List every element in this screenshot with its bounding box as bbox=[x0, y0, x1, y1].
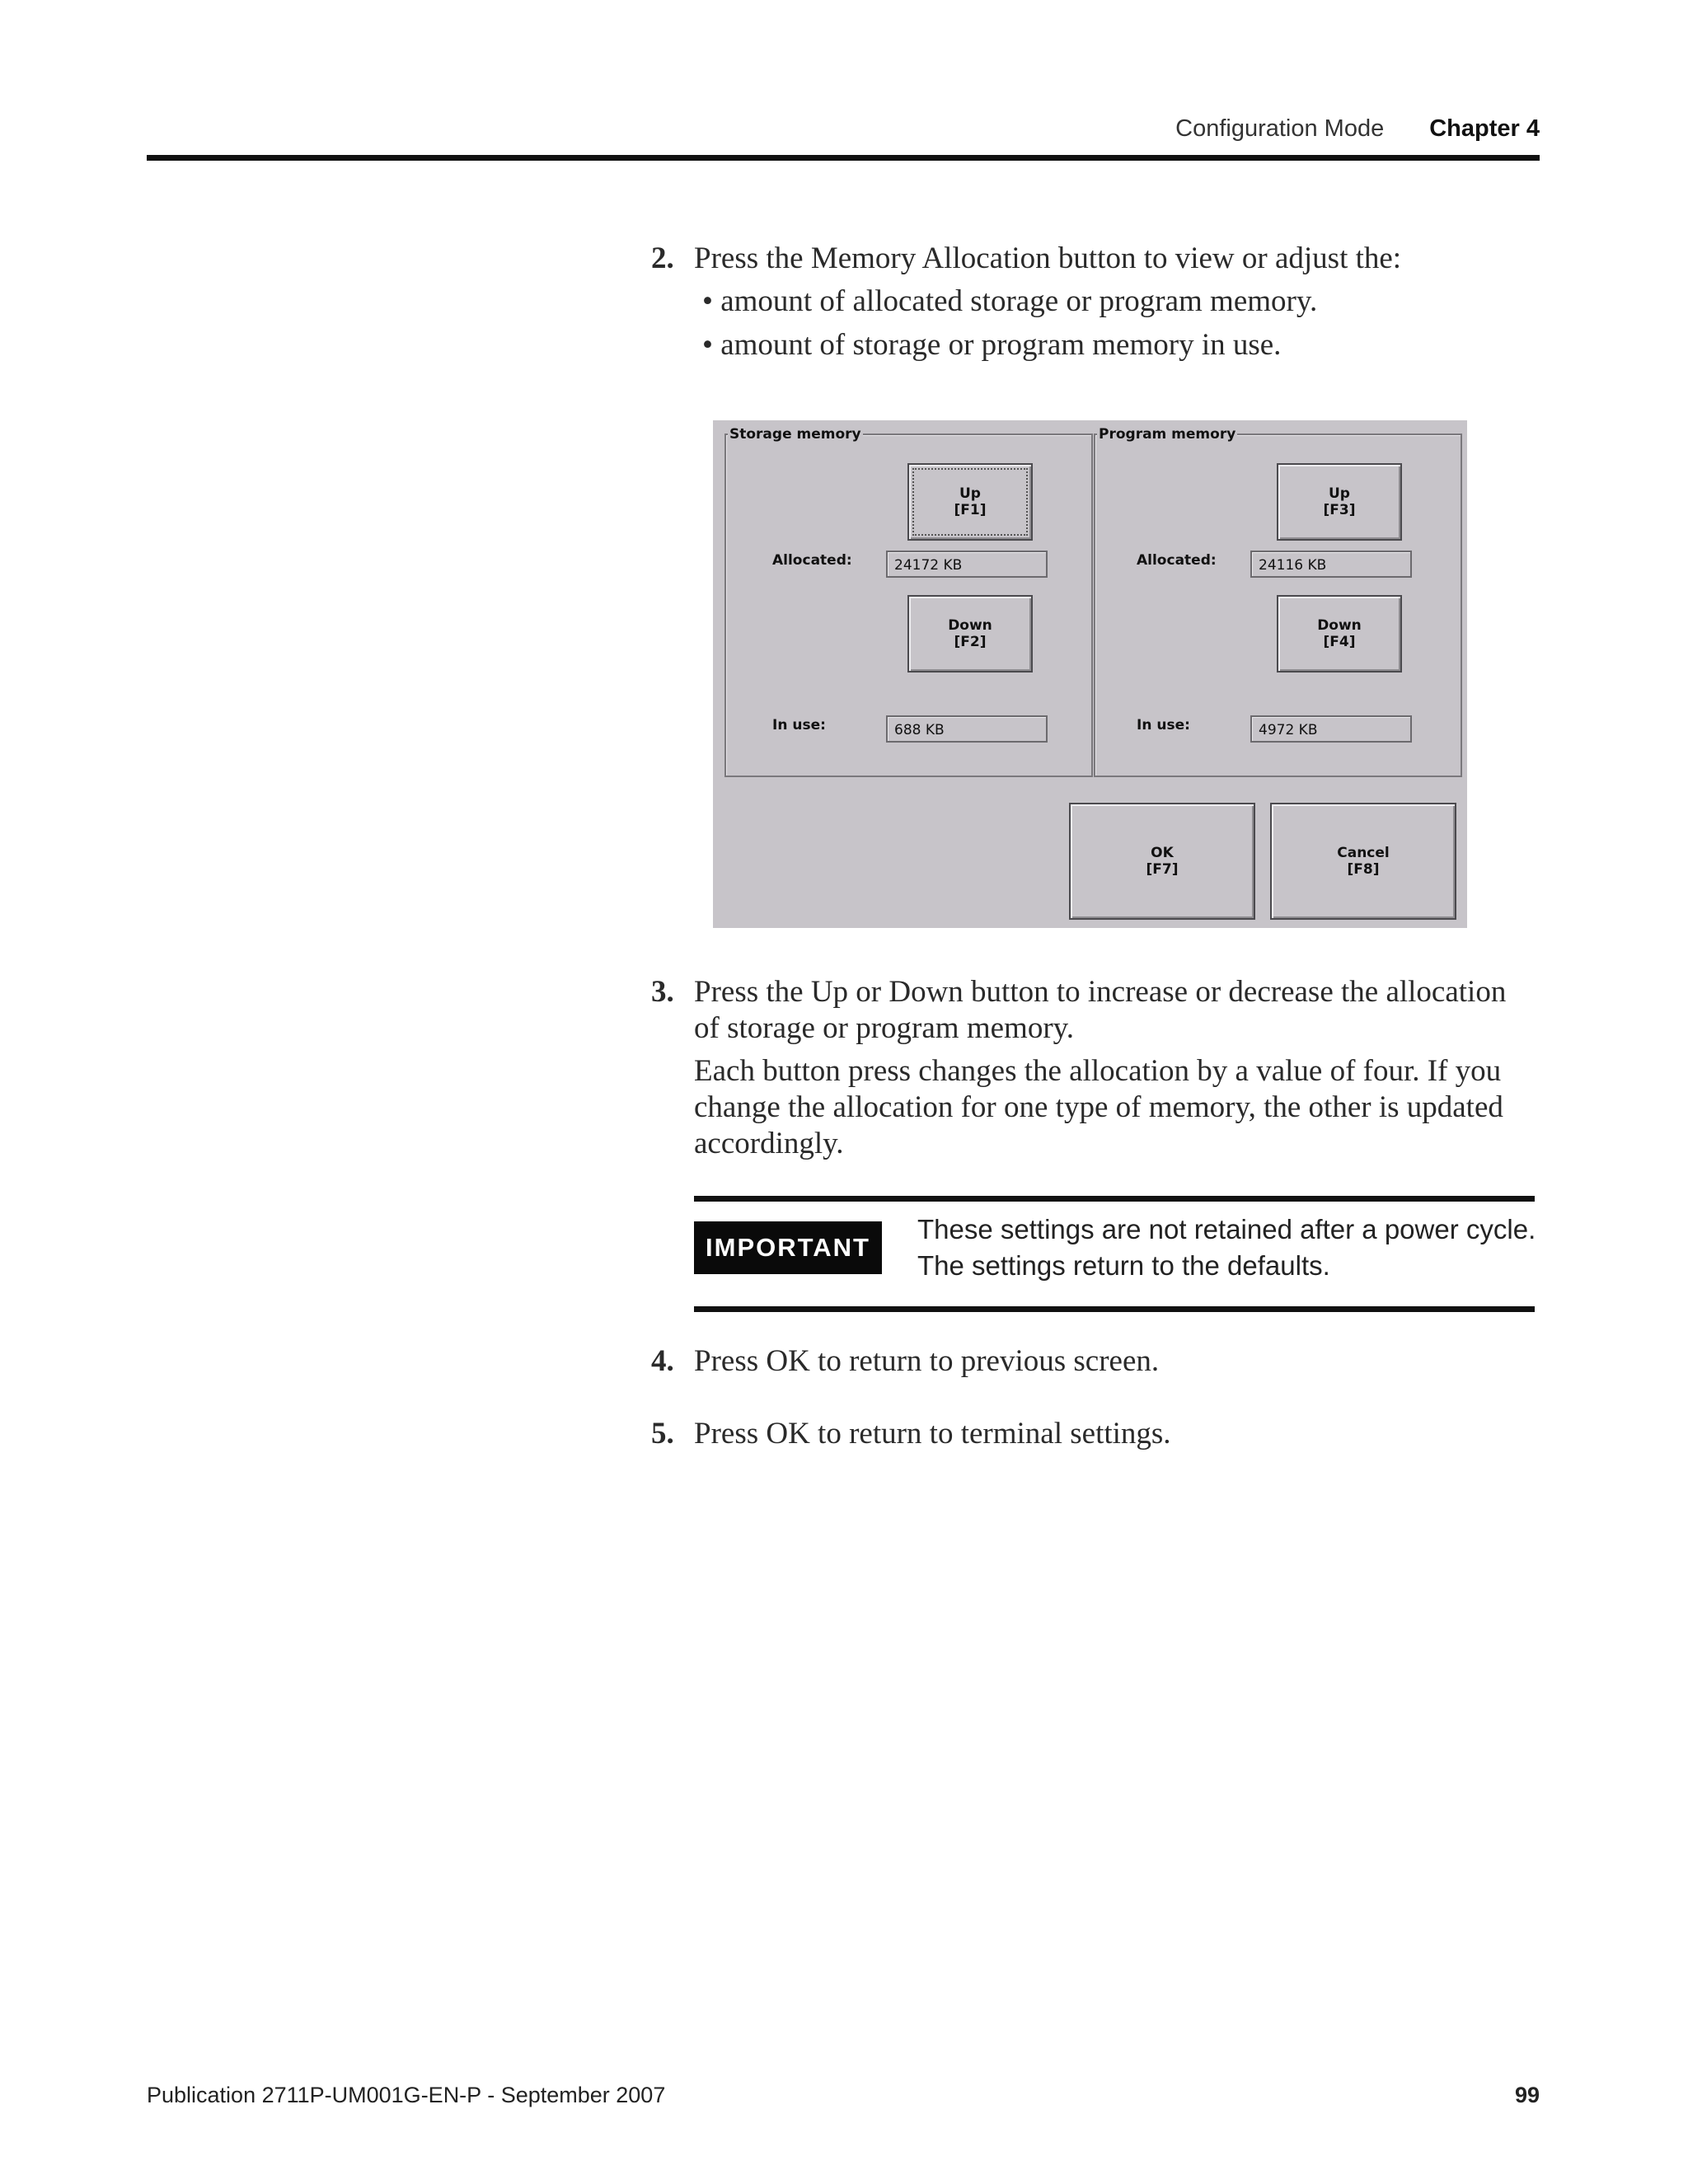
page-number: 99 bbox=[1514, 2083, 1540, 2107]
header-chapter: Chapter 4 bbox=[1429, 115, 1540, 142]
group-title: Storage memory bbox=[729, 426, 861, 443]
cancel-button[interactable]: Cancel [F8] bbox=[1270, 803, 1456, 920]
footer-publication: Publication 2711P-UM001G-EN-P - September 2007 bbox=[147, 2083, 666, 2107]
step-text: Press OK to return to terminal settings. bbox=[694, 1417, 1171, 1451]
group-title: Program memory bbox=[1099, 426, 1236, 443]
storage-memory-group bbox=[724, 426, 1093, 777]
important-text: These settings are not retained after a power cycle. The settings return to the defaults. bbox=[917, 1214, 1536, 1281]
program-allocated-field: 24116 KB bbox=[1250, 551, 1412, 578]
storage-down-button[interactable]: Down [F2] bbox=[907, 595, 1033, 673]
allocated-label: Allocated: bbox=[1137, 552, 1217, 569]
program-memory-group bbox=[1094, 426, 1462, 777]
header-section: Configuration Mode bbox=[1175, 115, 1385, 142]
step-number: 4. bbox=[651, 1344, 674, 1378]
allocated-label: Allocated: bbox=[772, 552, 852, 569]
program-up-button[interactable]: Up [F3] bbox=[1277, 463, 1402, 541]
storage-up-button[interactable]: Up [F1] bbox=[907, 463, 1033, 541]
storage-in-use-field: 688 KB bbox=[886, 715, 1048, 743]
memory-allocation-screenshot bbox=[713, 420, 1467, 928]
header-rule bbox=[147, 155, 1540, 161]
running-header bbox=[1175, 115, 1540, 143]
step-number: 3. bbox=[651, 975, 674, 1009]
step-text: Press the Up or Down button to increase or decrease the allocation of storage or program memory. bbox=[694, 975, 1507, 1045]
step-text: Press OK to return to previous screen. bbox=[694, 1344, 1160, 1378]
step-number: 5. bbox=[651, 1417, 674, 1451]
step-number: 2. bbox=[651, 241, 674, 275]
important-rule-bottom bbox=[694, 1306, 1535, 1312]
step-3-paragraph: Each button press changes the allocation by a value of four. If you change the allocation for one type of memory, the other is updated accordingly. bbox=[694, 1054, 1503, 1160]
important-rule-top bbox=[694, 1196, 1535, 1202]
important-badge: IMPORTANT bbox=[694, 1221, 882, 1274]
ok-button[interactable]: OK [F7] bbox=[1069, 803, 1255, 920]
bullet-item: • amount of allocated storage or program memory. bbox=[702, 284, 1318, 318]
step-text: Press the Memory Allocation button to view or adjust the: bbox=[694, 241, 1402, 275]
in-use-label: In use: bbox=[1137, 717, 1190, 733]
program-down-button[interactable]: Down [F4] bbox=[1277, 595, 1402, 673]
storage-allocated-field: 24172 KB bbox=[886, 551, 1048, 578]
bullet-item: • amount of storage or program memory in use. bbox=[702, 328, 1282, 362]
in-use-label: In use: bbox=[772, 717, 826, 733]
program-in-use-field: 4972 KB bbox=[1250, 715, 1412, 743]
